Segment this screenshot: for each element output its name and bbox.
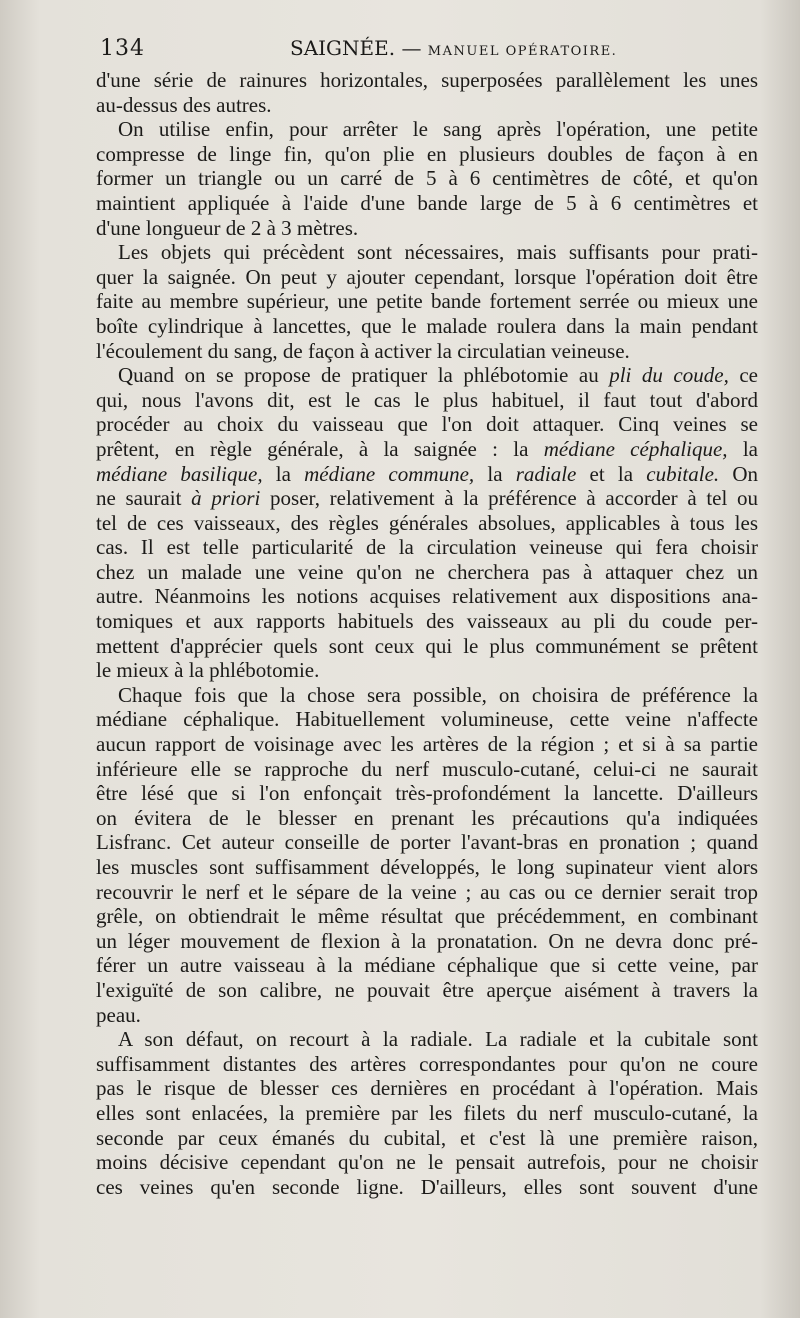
text-line [96,462,758,487]
text-line: moins décisive cependant qu'on ne le pensait autrefois, pour ne choisir [96,1150,758,1175]
paragraph-1 [96,68,758,117]
italic-term: médiane basilique, [96,461,263,486]
text-run: la [727,436,758,461]
text-line: Les objets qui précèdent sont nécessaires, mais suffisants pour prati- [118,240,758,265]
text-line: les muscles sont suffisamment développés, le long supinateur vient alors [96,855,758,879]
text-line: quer la saignée. On peut y ajouter cependant, lorsque l'opération doit être [96,264,758,289]
text-line: inférieure elle se rapproche du nerf musculo-cutané, celui-ci ne saurait [96,756,758,781]
text-line: autre. Néanmoins les notions acquises relativement aux dispositions ana- [96,584,758,609]
text-run: poser, relativement à la préférence à accorder à tel ou [260,486,758,511]
text-line: seconde par ceux émanés du cubital, et c'est là une première raison, [96,1125,758,1150]
page-body [96,68,758,1199]
paragraph-4 [96,363,758,683]
text-line: médiane céphalique. Habituellement volumineuse, cette veine n'affecte [96,707,758,732]
text-line: A son défaut, on recourt à la radiale. La radiale et la cubitale sont [118,1027,758,1052]
text-line: compresse de linge fin, qu'on plie en plusieurs doubles de façon à en [96,141,758,166]
text-run: ne saurait [96,486,192,511]
text-line: l'écoulement du sang, de façon à activer la circulatian veineuse. [96,338,630,363]
text-line: procéder au choix du vaisseau que l'on doit attaquer. Cinq veines se [96,412,758,437]
text-line: recouvrir le nerf et le sépare de la veine ; au cas ou ce dernier serait trop [96,879,758,904]
text-line: on évitera de le blesser en prenant les précautions qu'a indiquées [96,805,758,830]
text-line: grêle, on obtiendrait le même résultat que précédemment, en combinant [96,904,758,929]
text-line: être lésé que si l'on enfonçait très-profondément la lancette. D'ailleurs [96,781,758,806]
text-line: Lisfranc. Cet auteur conseille de porter l'avant-bras en pronation ; quand [96,830,758,855]
text-line: un léger mouvement de flexion à la pronatation. On ne devra donc pré- [96,928,758,953]
text-line: d'une série de rainures horizontales, superposées parallèlement les unes [96,68,758,92]
running-title-sub: MANUEL OPÉRATOIRE. [427,44,618,59]
paragraph-6 [96,1027,758,1199]
text-line: tel de ces vaisseaux, des règles générales absolues, applicables à tous les [96,510,758,535]
text-line: chez un malade une veine qu'on ne cherchera pas à attaquer chez un [96,559,758,584]
text-line: Chaque fois que la chose sera possible, on choisira de préférence la [118,682,758,707]
running-title-separator: — [401,36,422,60]
text-line: aucun rapport de voisinage avec les artères de la région ; et si à sa partie [96,732,758,757]
text-line: d'une longueur de 2 à 3 mètres. [96,215,359,240]
paragraph-3 [96,240,758,363]
text-line: tomiques et aux rapports habituels des vaisseaux au pli du coude per- [96,609,758,634]
text-line [96,437,758,462]
text-line: elles sont enlacées, la première par les filets du nerf musculo-cutané, la [96,1100,758,1125]
text-run: prêtent, en règle générale, à la saignée : la [96,436,544,461]
text-line: férer un autre vaisseau à la médiane céphalique que si cette veine, par [96,953,758,978]
text-line: l'exiguïté de son calibre, ne pouvait être aperçue aisément à travers la [96,977,758,1002]
text-line [96,486,758,511]
text-line: qui, nous l'avons dit, est le cas le plus habituel, il faut tout d'abord [96,387,758,412]
italic-term: radiale [515,461,577,486]
page-number: 134 [100,36,145,61]
text-line: former un triangle ou un carré de 5 à 6 centimètres de côté, et qu'on [96,166,758,191]
italic-term: cubitale. [646,461,720,486]
text-run: et la [576,461,647,486]
running-title-main: SAIGNÉE. [290,36,396,60]
text-line: ces veines qu'en seconde ligne. D'ailleurs, elles sont souvent d'une [96,1174,758,1199]
text-run: la [262,461,305,486]
text-line: faite au membre supérieur, une petite bande fortement serrée ou mieux une [96,289,758,314]
text-run: On [719,461,758,486]
text-line: le mieux à la phlébotomie. [96,658,320,683]
paragraph-2 [96,117,758,240]
text-run: la [474,461,516,486]
text-line: mettent d'apprécier quels sont ceux qui le plus communément se prêtent [96,633,758,658]
text-line: On utilise enfin, pour arrêter le sang après l'opération, une petite [118,117,758,142]
text-run: Quand on se propose de pratiquer la phlébotomie au [118,363,610,388]
text-run: ce [728,363,758,388]
italic-term: pli du coude, [609,363,729,388]
text-line: maintient appliquée à l'aide d'une bande large de 5 à 6 centimètres et [96,190,758,215]
text-line: cas. Il est telle particularité de la circulation veineuse qui fera choisir [96,535,758,560]
italic-term: à priori [191,486,261,511]
paragraph-5 [96,683,758,1027]
text-line: boîte cylindrique à lancettes, que le malade roulera dans la main pendant [96,313,758,338]
italic-term: médiane céphalique, [543,436,728,461]
italic-term: médiane commune, [304,461,475,486]
running-header [100,36,755,66]
running-title [290,36,617,60]
text-line: peau. [96,1002,141,1027]
text-line [96,363,758,388]
text-line: suffisamment distantes des artères correspondantes pour qu'on ne coure [96,1051,758,1076]
text-line: pas le risque de blesser ces dernières en procédant à l'opération. Mais [96,1076,758,1101]
text-line: au-dessus des autres. [96,92,272,117]
